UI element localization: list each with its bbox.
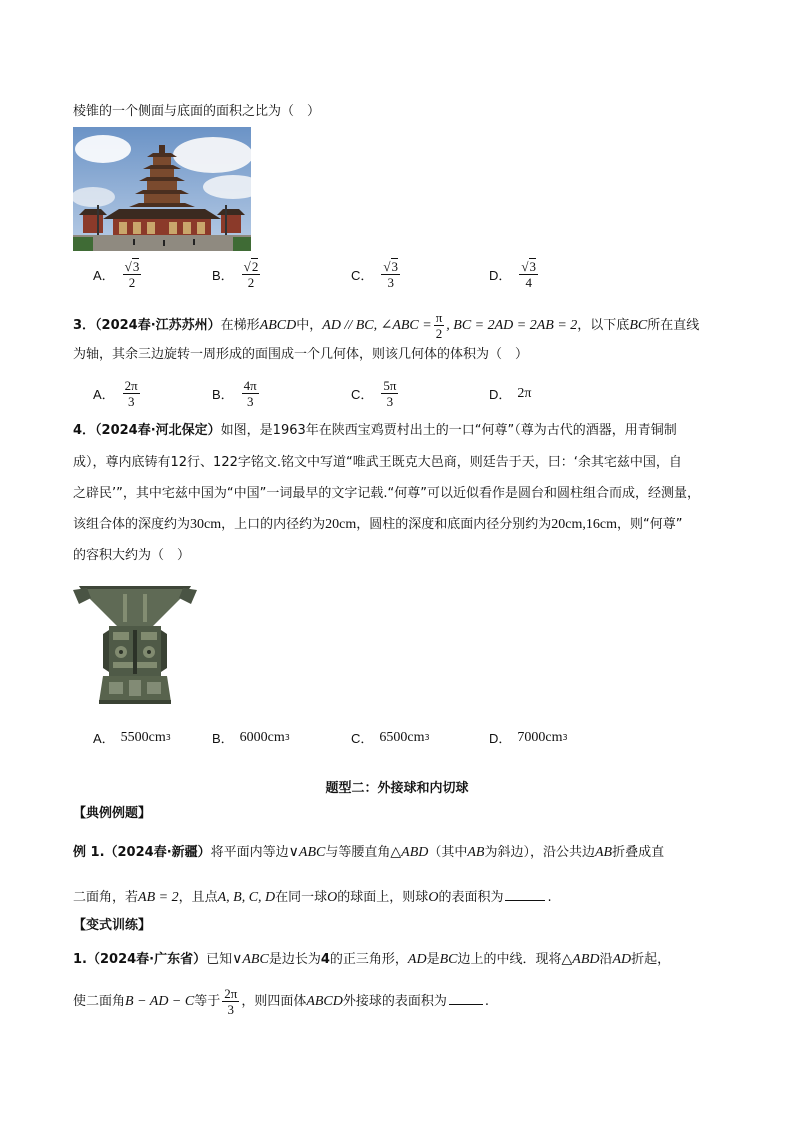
q2-option-a-num: √3 — [124, 259, 140, 274]
q2-option-a[interactable]: A． $\frac{√3}{2}$ — [93, 259, 140, 290]
q3-option-c[interactable]: C． $\frac{5\pi}{3}$ — [351, 378, 397, 409]
variant-line-1: 1.（2024春·广东省）已知∨ABC是边长为4的正三角形，AD是BC边上的中线．现将△ABD沿AD折起， — [73, 952, 671, 967]
q4-line-5: 的容积大约为（ ） — [73, 548, 191, 563]
q4-line-2: 成），尊内底铸有12行、122字铭文.铭文中写道“唯武王既克大邑商，则廷告于天，曰：‘余其宅兹中国，自 — [73, 455, 682, 470]
q3-option-b[interactable]: B． $\frac{4\pi}{3}$ — [212, 378, 257, 409]
q3-line-1: 3．（2024春·江苏苏州）在梯形ABCD中，AD // BC, ∠ABC = $\frac{\pi}{2}$ , BC = 2AD = 2AB = 2，以下底BC所在直线 — [73, 310, 700, 341]
q2-option-c[interactable]: C． $\frac{√3}{3}$ — [351, 259, 399, 290]
q3-option-a[interactable]: A． $\frac{2\pi}{3}$ — [93, 378, 138, 409]
bronze-zun-photo — [73, 580, 197, 714]
q3-line-2: 为轴，其余三边旋转一周形成的面围成一个几何体，则该几何体的体积为（ ） — [73, 347, 529, 362]
section-title: 题型二：外接球和内切球 — [325, 781, 469, 796]
example-line-1: 例 1.（2024春·新疆）将平面内等边∨ABC与等腰直角△ABD（其中AB为斜边），沿公共边AB折叠成直 — [73, 845, 665, 860]
q4-option-a[interactable]: A． 5500cm 3 — [93, 729, 171, 746]
q3-option-d[interactable]: D． 2π — [489, 385, 532, 402]
example-heading: 【典例例题】 — [73, 806, 152, 821]
q4-line-4: 该组合体的深度约为30cm，上口的内径约为20cm，圆柱的深度和底面内径分别约为20cm,16cm，则“何尊” — [73, 517, 683, 532]
q2-option-d[interactable]: D． $\frac{√3}{4}$ — [489, 259, 537, 290]
q4-line-3: 之辟民’”，其中宅兹中国为“中国”一词最早的文字记载.“何尊”可以近似看作是圆台和圆柱组合而成，经测量， — [73, 486, 700, 501]
q4-option-c[interactable]: C． 6500cm 3 — [351, 729, 430, 746]
q2-option-b[interactable]: B． $\frac{√2}{2}$ — [212, 259, 259, 290]
q4-option-b[interactable]: B． 6000cm 3 — [212, 729, 290, 746]
variant-heading: 【变式训练】 — [73, 918, 152, 933]
q4-option-d[interactable]: D． 7000cm 3 — [489, 729, 568, 746]
pagoda-photo — [73, 127, 251, 251]
example-line-2: 二面角，若AB = 2，且点A, B, C, D在同一球O的球面上，则球O的表面积为 . — [73, 886, 552, 908]
answer-blank[interactable] — [505, 886, 545, 901]
q2-stem-tail: 棱锥的一个侧面与底面的面积之比为（ ） — [73, 104, 321, 119]
variant-answer-blank[interactable] — [449, 990, 483, 1005]
q4-line-1: 4．（2024春·河北保定）如图，是1963年在陕西宝鸡贾村出土的一口“何尊”（尊为古代的酒器，用青铜制 — [73, 423, 677, 438]
variant-line-2: 使二面角B − AD − C等于 $\frac{2\pi}{3}$ ，则四面体ABCD外接球的表面积为 . — [73, 986, 490, 1017]
